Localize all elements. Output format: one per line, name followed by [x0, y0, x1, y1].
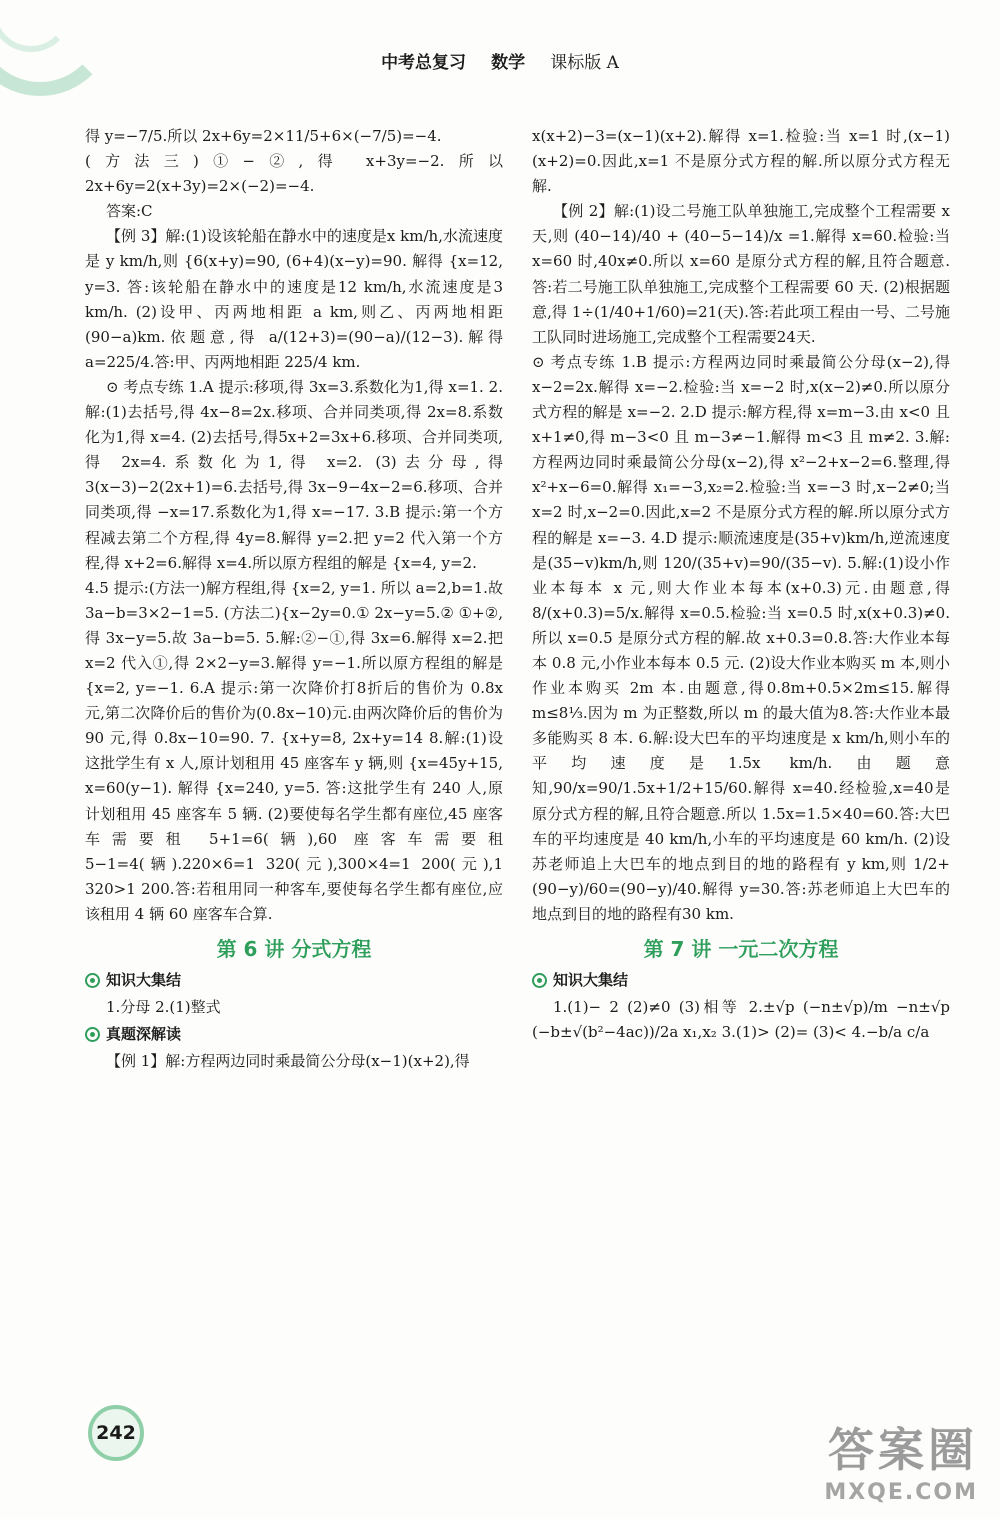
section-heading: 第 6 讲 分式方程	[216, 937, 372, 961]
section-bullet-icon	[85, 973, 100, 988]
answer-paragraph: 1.(1)− 2 (2)≠0 (3)相等 2.±√p (−n±√p)/m −n±√p (−b±√(b²−4ac))/2a x₁,x₂ 3.(1)> (2)= (3)< 4.−b/a c/a	[532, 998, 950, 1042]
subsection-heading	[85, 1022, 503, 1047]
watermark-logo: 答案圈	[828, 1423, 978, 1477]
answer-paragraph: 1.分母 2.(1)整式	[106, 998, 221, 1017]
page-header	[0, 48, 1000, 73]
left-column	[85, 124, 503, 1074]
answer-paragraph: 【例 2】解:(1)设二号施工队单独施工,完成整个工程需要 x 天,则 (40−14)/40 + (40−5−14)/x =1.解得 x=60.检验:当 x=60 时,40x≠0.所以 x=60 是原分式方程的解,且符合题意.答:若二号施工队单独施工,完成整个工程需要 60 天. (2)根据题意,得 1÷(1/40+1/60)=21(天).答:若此项工程由一号、二号施工队同时进场施工,完成整个工程需要24天.	[532, 202, 950, 346]
answer-paragraph: ⊙ 考点专练 1.B 提示:方程两边同时乘最简公分母(x−2),得 x−2=2x.解得 x=−2.检验:当 x=−2 时,x(x−2)≠0.所以原分式方程的解是 x=−2. 2.D 提示:解方程,得 x=m−3.由 x<0 且 x+1≠0,得 m−3<0 且 m−3≠−1.解得 m<3 且 m≠2. 3.解:方程两边同时乘最简公分母(x−2),得 x²−2+x−2=6.整理,得 x²+x−6=0.解得 x₁=−3,x₂=2.检验:当 x=−3 时,x−2≠0;当 x=2 时,x−2=0.因此,x=2 不是原分式方程的解.所以原分式方程的解是 x=−3. 4.D 提示:顺流速度是(35+v)km/h,逆流速度是(35−v)km/h,则 120/(35+v)=90/(35−v). 5.解:(1)设小作业本每本 x 元,则大作业本每本(x+0.3)元.由题意,得 8/(x+0.3)=5/x.解得 x=0.5.检验:当 x=0.5 时,x(x+0.3)≠0.所以 x=0.5 是原分式方程的解.故 x+0.3=0.8.答:大作业本每本 0.8 元,小作业本每本 0.5 元. (2)设大作业本购买 m 本,则小作业本购买 2m 本.由题意,得0.8m+0.5×2m≤15.解得 m≤8⅓.因为 m 为正整数,所以 m 的最大值为8.答:大作业本最多能购买 8 本. 6.解:设大巴车的平均速度是 x km/h,则小车的平均速度是1.5x km/h.由题意知,90/x=90/1.5x+1/2+15/60.解得 x=40.经检验,x=40是原分式方程的解,且符合题意.所以 1.5x=1.5×40=60.答:大巴车的平均速度是 40 km/h,小车的平均速度是 60 km/h. (2)设苏老师追上大巴车的地点到目的地的路程有 y km,则 1/2+(90−y)/60=(90−y)/40.解得 y=30.答:苏老师追上大巴车的地点到目的地的路程有30 km.	[532, 352, 950, 923]
answer-paragraph: 4.5 提示:(方法一)解方程组,得 {x=2, y=1. 所以 a=2,b=1.故 3a−b=3×2−1=5. (方法二){x−2y=0.① 2x−y=5.② ①+②,得 3x−y=5.故 3a−b=5. 5.解:②−①,得 3x=6.解得 x=2.把 x=2 代入①,得 2×2−y=3.解得 y=−1.所以原方程组的解是 {x=2, y=−1. 6.A 提示:第一次降价打8折后的售价为 0.8x 元,第二次降价后的售价为(0.8x−10)元.由两次降价后的售价为 90 元,得 0.8x−10=90. 7. {x+y=8, 2x+y=14 8.解:(1)设这批学生有 x 人,原计划租用 45 座客车 y 辆,则 {x=45y+15, x=60(y−1). 解得 {x=240, y=5. 答:这批学生有 240 人,原计划租用 45 座客车 5 辆. (2)要使每名学生都有座位,45 座客车需要租 5+1=6(辆),60 座客车需要租 5−1=4(辆).220×6=1 320(元),300×4=1 200(元),1 320>1 200.答:若租用同一种客车,要使每名学生都有座位,应该租用 4 辆 60 座客车合算.	[85, 578, 503, 923]
answer-paragraph: 得 y=−7/5.所以 2x+6y=2×11/5+6×(−7/5)=−4.	[85, 127, 442, 145]
answer-paragraph: 【例 3】解:(1)设该轮船在静水中的速度是x km/h,水流速度是 y km/h,则 {6(x+y)=90, (6+4)(x−y)=90. 解得 {x=12, y=3. 答:该轮船在静水中的速度是12 km/h,水流速度是3 km/h. (2)设甲、丙两地相距 a km,则乙、丙两地相距(90−a)km.依题意,得 a/(12+3)=(90−a)/(12−3).解得 a=225/4.答:甲、丙两地相距 225/4 km.	[85, 227, 503, 371]
subsection-label: 真题深解读	[106, 1025, 182, 1044]
answer-paragraph: 【例 1】解:方程两边同时乘最简公分母(x−1)(x+2),得	[106, 1052, 470, 1071]
page-number: 242	[88, 1405, 144, 1461]
right-column	[532, 124, 950, 1045]
section-bullet-icon	[532, 973, 547, 988]
answer-paragraph: ⊙ 考点专练 1.A 提示:移项,得 3x=3.系数化为1,得 x=1. 2.解:(1)去括号,得 4x−8=2x.移项、合并同类项,得 2x=8.系数化为1,得 x=4. (2)去括号,得5x+2=3x+6.移项、合并同类项,得 2x=4.系数化为1,得 x=2. (3)去分母,得3(x−3)−2(2x+1)=6.去括号,得 3x−9−4x−2=6.移项、合并同类项,得 −x=17.系数化为1,得 x=−17. 3.B 提示:第一个方程减去第二个方程,得 4y=8.解得 y=2.把 y=2 代入第一个方程,得 x+2=6.解得 x=4.所以原方程组的解是 {x=4, y=2.	[85, 377, 503, 572]
watermark	[824, 1414, 978, 1505]
answer-paragraph: x(x+2)−3=(x−1)(x+2).解得 x=1.检验:当 x=1 时,(x−1)(x+2)=0.因此,x=1 不是原分式方程的解.所以原分式方程无解.	[532, 127, 950, 196]
watermark-url: MXQE.COM	[824, 1480, 978, 1505]
answer-paragraph: 答案:C	[106, 202, 153, 221]
header-book: 中考总复习	[381, 53, 467, 73]
subsection-label: 知识大集结	[106, 971, 182, 990]
subsection-label: 知识大集结	[553, 971, 629, 990]
subsection-heading	[85, 968, 503, 993]
header-subject: 数学	[491, 53, 526, 73]
answer-paragraph: (方法三)①−②,得 x+3y=−2.所以 2x+6y=2(x+3y)=2×(−2)=−4.	[85, 152, 503, 196]
section-heading: 第 7 讲 一元二次方程	[643, 937, 839, 961]
subsection-heading	[532, 968, 950, 993]
header-edition: 课标版 A	[550, 53, 619, 73]
section-bullet-icon	[85, 1027, 100, 1042]
